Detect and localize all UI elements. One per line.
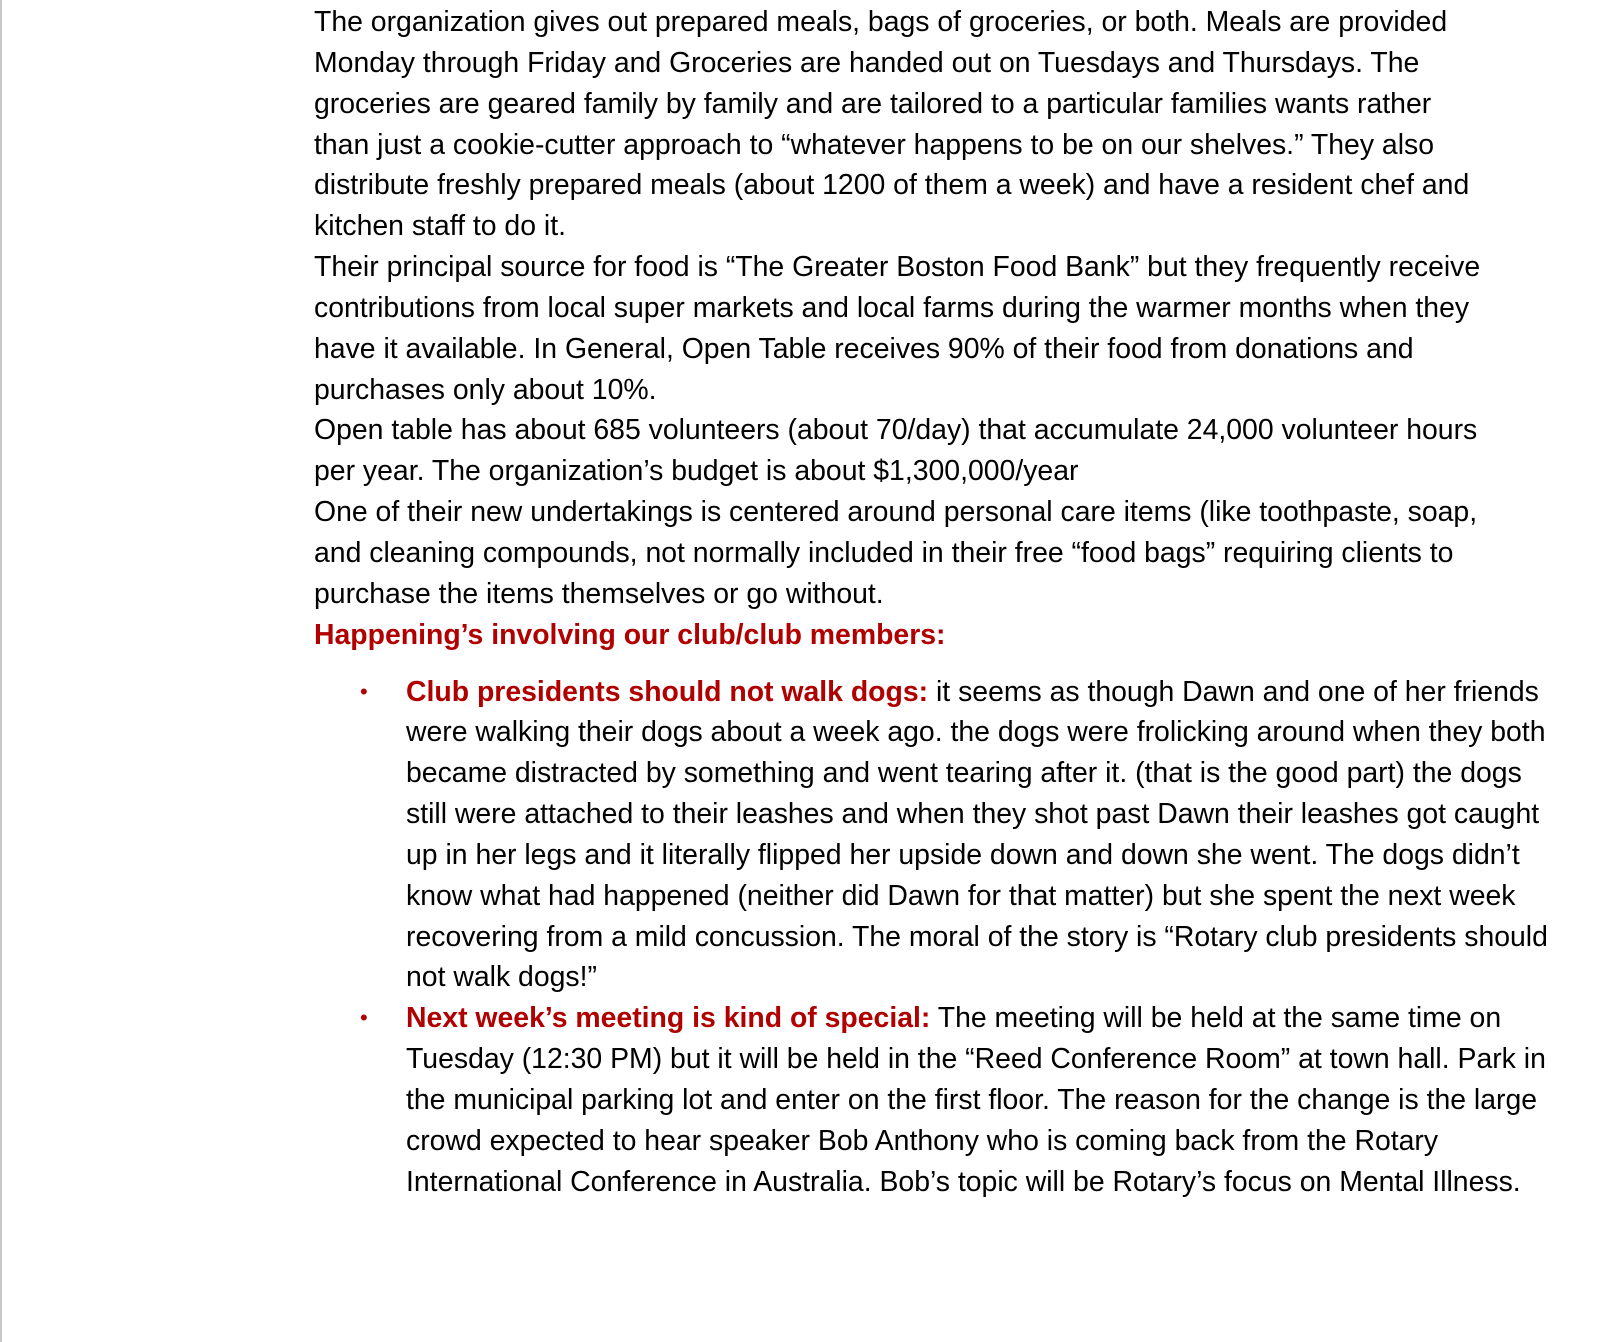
- paragraph-meals: The organization gives out prepared meals, bags of groceries, or both. Meals are provided Monday through Friday and Groceries are handed out on Tuesdays and Thursdays. The groceries are geared family by family and are tailored to a particular families wants rather than just a cookie-cutter approach to “whatever happens to be on our shelves.” They also distribute freshly prepared meals (about 1200 of them a week) and have a resident chef and kitchen staff to do it.: [314, 6, 1470, 243]
- bullet-title: Next week’s meeting is kind of special:: [406, 1002, 931, 1035]
- paragraph-volunteers: Open table has about 685 volunteers (about 70/day) that accumulate 24,000 volunteer hours per year. The organization’s budget is about $1,300,000/year: [314, 414, 1478, 488]
- document-body: [314, 2, 1554, 1202]
- page-left-border: [0, 0, 2, 1342]
- bullet-title: Club presidents should not walk dogs:: [406, 675, 929, 708]
- bullet-text: it seems as though Dawn and one of her friends were walking their dogs about a week ago. the dogs were frolicking around when they both became distracted by something and went tearing after it. (that is the good part) the dogs still were attached to their leashes and when they shot past Dawn their leashes got caught up in her legs and it literally flipped her upside down and down she went. The dogs didn’t know what had happened (neither did Dawn for that matter) but she spent the next week recovering from a mild concussion. The moral of the story is “Rotary club presidents should not walk dogs!”: [406, 675, 1548, 994]
- bullet-icon: •: [360, 1005, 368, 1031]
- bullet-text: The meeting will be held at the same time on Tuesday (12:30 PM) but it will be held in the “Reed Conference Room” at town hall. Park in the municipal parking lot and enter on the first floor. The reason for the change is the large crowd expected to hear speaker Bob Anthony who is coming back from the Rotary International Conference in Australia. Bob’s topic will be Rotary’s focus on Mental Illness.: [406, 1002, 1546, 1198]
- list-item: [314, 672, 1554, 999]
- bullet-list: [314, 672, 1554, 1203]
- list-item: [314, 998, 1554, 1202]
- bullet-icon: •: [360, 678, 368, 704]
- section-heading: Happening’s involving our club/club members:: [314, 618, 946, 651]
- paragraph-food-source: Their principal source for food is “The Greater Boston Food Bank” but they frequently receive contributions from local super markets and local farms during the warmer months when they have it available. In General, Open Table receives 90% of their food from donations and purchases only about 10%.: [314, 251, 1481, 406]
- paragraph-personal-care: One of their new undertakings is centered around personal care items (like toothpaste, soap, and cleaning compounds, not normally included in their free “food bags” requiring clients to purchase the items themselves or go without.: [314, 496, 1478, 610]
